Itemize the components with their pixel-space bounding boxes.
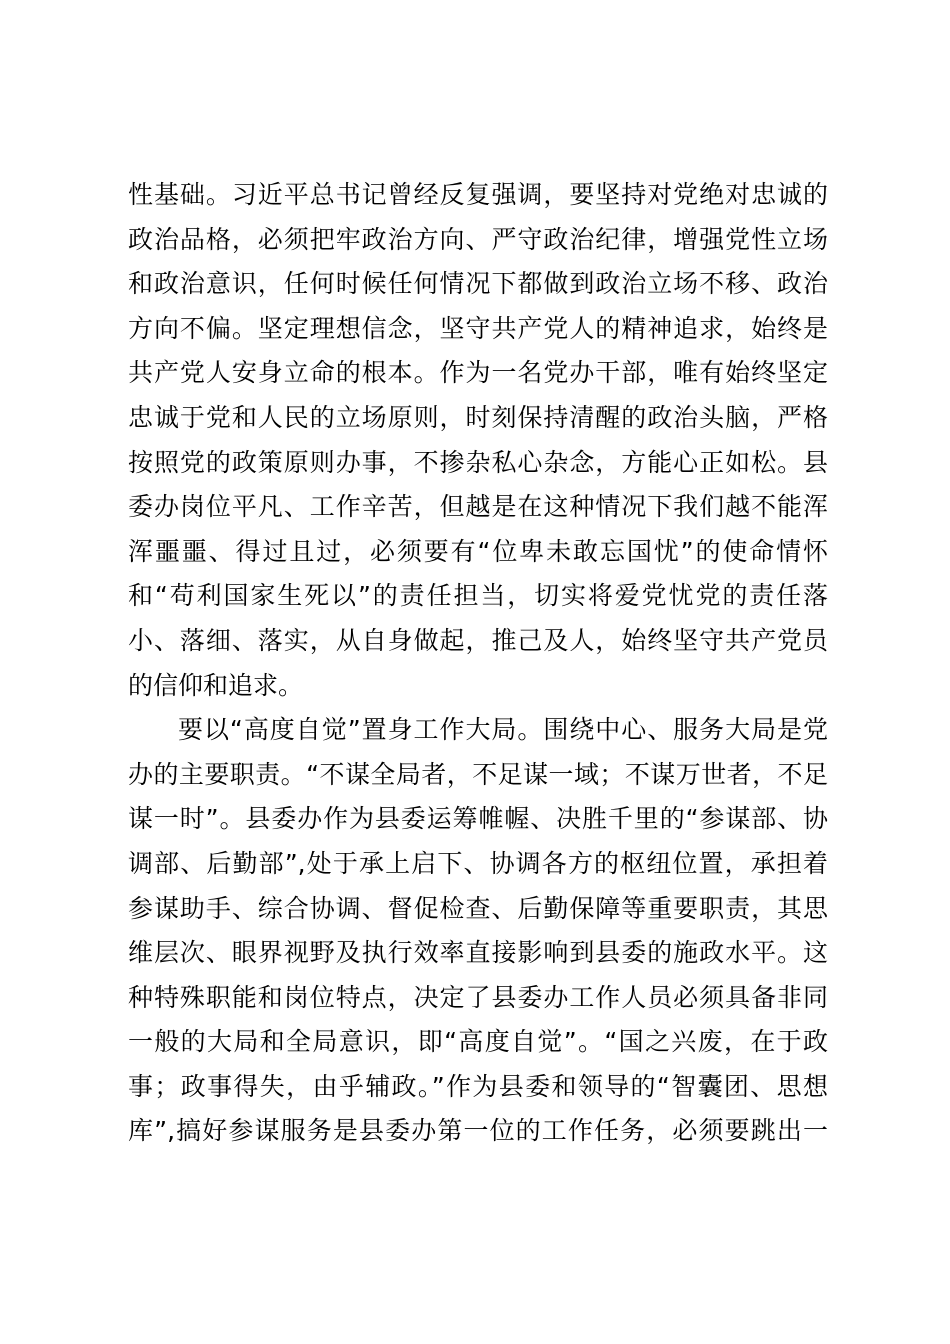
text-line: 维层次、眼界视野及执行效率直接影响到县委的施政水平。这 — [128, 938, 828, 968]
text-line: 一般的大局和全局意识，即“高度自觉”。“国之兴废，在于政 — [128, 1027, 828, 1057]
text-line: 种特殊职能和岗位特点，决定了县委办工作人员必须具备非同 — [128, 982, 828, 1012]
paragraph — [128, 173, 828, 708]
text-line: 共产党人安身立命的根本。作为一名党办干部，唯有始终坚定 — [128, 358, 828, 388]
text-line: 办的主要职责。“不谋全局者，不足谋一域；不谋万世者，不足 — [128, 759, 828, 789]
text-line: 政治品格，必须把牢政治方向、严守政治纪律，增强党性立场 — [128, 224, 828, 254]
text-line: 性基础。习近平总书记曾经反复强调，要坚持对党绝对忠诚的 — [128, 180, 828, 209]
text-line: 要以“高度自觉”置身工作大局。围绕中心、服务大局是党 — [178, 715, 828, 745]
text-line: 浑噩噩、得过且过，必须要有“位卑未敢忘国忧”的使命情怀 — [128, 536, 828, 566]
text-line: 库”,搞好参谋服务是县委办第一位的工作任务，必须要跳出一 — [128, 1116, 828, 1146]
text-line: 参谋助手、综合协调、督促检查、后勤保障等重要职责，其思 — [128, 893, 828, 923]
text-line: 按照党的政策原则办事，不掺杂私心杂念，方能心正如松。县 — [128, 447, 828, 477]
text-line: 事；政事得失，由乎辅政。”作为县委和领导的“智囊团、思想 — [128, 1071, 828, 1101]
body-text — [128, 173, 828, 1154]
paragraph — [128, 708, 828, 1154]
text-line: 调部、后勤部”,处于承上启下、协调各方的枢纽位置，承担着 — [128, 848, 828, 878]
text-line: 和政治意识，任何时候任何情况下都做到政治立场不移、政治 — [128, 269, 828, 299]
text-line: 委办岗位平凡、工作辛苦，但越是在这种情况下我们越不能浑 — [128, 492, 828, 522]
text-line: 的信仰和追求。 — [128, 670, 304, 700]
text-line: 忠诚于党和人民的立场原则，时刻保持清醒的政治头脑，严格 — [128, 402, 828, 432]
text-line: 和“苟利国家生死以”的责任担当，切实将爱党忧党的责任落 — [128, 581, 828, 611]
text-line: 小、落细、落实，从自身做起，推己及人，始终坚守共产党员 — [128, 625, 828, 655]
text-line: 方向不偏。坚定理想信念，坚守共产党人的精神追求，始终是 — [128, 313, 828, 343]
text-line: 谋一时”。县委办作为县委运筹帷幄、决胜千里的“参谋部、协 — [128, 804, 828, 834]
